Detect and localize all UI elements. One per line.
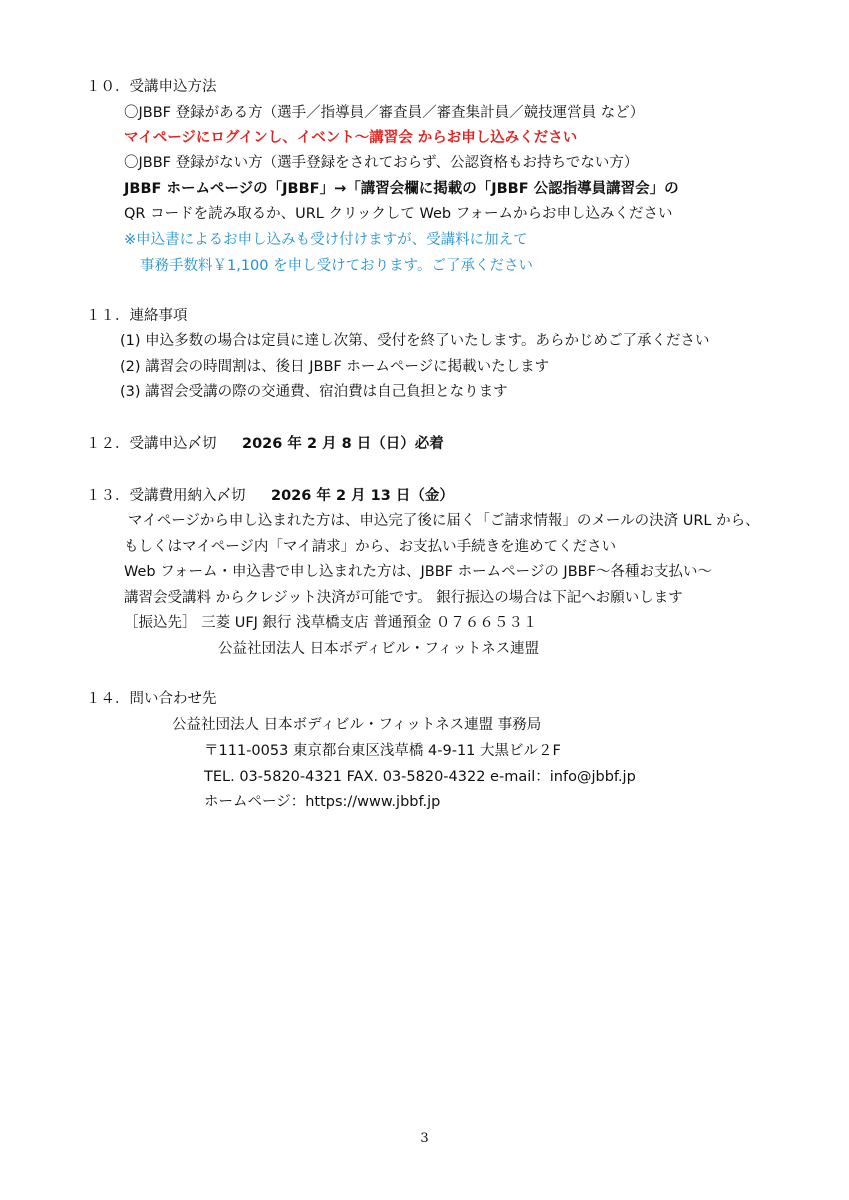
mypage-payment-note: マイページから申し込まれた方は、申込完了後に届く「ご請求情報」のメールの決済 URL から、 <box>128 513 760 529</box>
bank-account-holder: 公益社団法人 日本ボディビル・フィットネス連盟 <box>218 641 540 657</box>
section-12-heading: １２．受講申込〆切 <box>86 436 217 452</box>
contact-phone-email: TEL. 03-5820-4321 FAX. 03-5820-4322 e-mail：info@jbbf.jp <box>204 769 636 785</box>
mypage-login-instruction: マイページにログインし、イベント～講習会 からお申し込みください <box>124 130 578 146</box>
notice-item-2: (2) 講習会の時間割は、後日 JBBF ホームページに掲載いたします <box>120 359 550 375</box>
section-14-heading: １４．問い合わせ先 <box>86 691 217 707</box>
homepage-instruction: JBBF ホームページの「JBBF」→「講習会欄に掲載の「JBBF 公認指導員講習会」の <box>124 181 679 197</box>
contact-address: 〒111-0053 東京都台東区浅草橋 4-9-11 大黒ビル２F <box>204 743 561 759</box>
handling-fee-note: 事務手数料￥1,100 を申し受けております。ご了承ください <box>140 258 533 274</box>
webform-payment-note: Web フォーム・申込書で申し込まれた方は、JBBF ホームページの JBBF～各種お支払い～ <box>124 564 712 580</box>
notice-item-1: (1) 申込多数の場合は定員に達し次第、受付を終了いたします。あらかじめご了承ください <box>120 333 710 349</box>
registered-users-note: 〇JBBF 登録がある方（選手／指導員／審査員／審査集計員／競技運営員 など） <box>124 105 645 121</box>
page-number: 3 <box>420 1131 429 1146</box>
bank-transfer-details: ［振込先］ 三菱 UFJ 銀行 浅草橋支店 普通預金 ０７６６５３１ <box>124 615 538 631</box>
credit-payment-note: 講習会受講料 からクレジット決済が可能です。 銀行振込の場合は下記へお願いします <box>124 590 683 606</box>
qr-code-instruction: QR コードを読み取るか、URL クリックして Web フォームからお申し込みください <box>124 206 673 222</box>
application-deadline-date: 2026 年 2 月 8 日（日）必着 <box>242 436 444 452</box>
notice-item-3: (3) 講習会受講の際の交通費、宿泊費は自己負担となります <box>120 384 508 400</box>
section-13-heading: １３．受講費用納入〆切 <box>86 488 246 504</box>
contact-organization: 公益社団法人 日本ボディビル・フィットネス連盟 事務局 <box>172 717 542 733</box>
mypage-billing-note: もしくはマイページ内「マイ請求」から、お支払い手続きを進めてください <box>124 539 617 555</box>
section-11-heading: １１．連絡事項 <box>86 308 188 324</box>
section-10-heading: １０．受講申込方法 <box>86 79 217 95</box>
payment-deadline-date: 2026 年 2 月 13 日（金） <box>271 488 454 504</box>
contact-homepage: ホームページ：https://www.jbbf.jp <box>204 794 441 810</box>
unregistered-users-note: 〇JBBF 登録がない方（選手登録をされておらず、公認資格もお持ちでない方） <box>124 155 639 171</box>
application-form-note: ※申込書によるお申し込みも受け付けますが、受講料に加えて <box>124 232 528 248</box>
